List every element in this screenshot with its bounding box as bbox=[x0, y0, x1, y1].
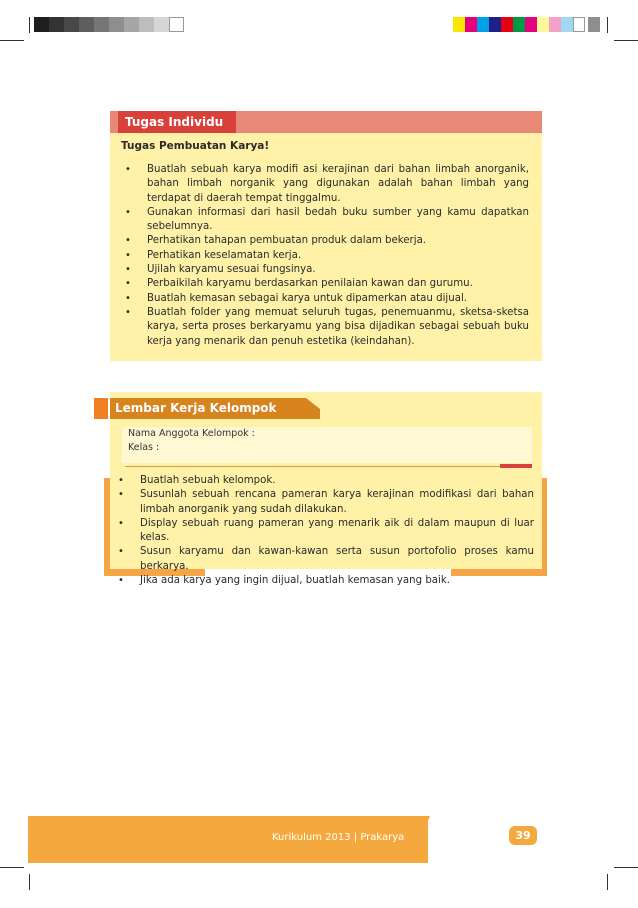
page-number: 39 bbox=[509, 826, 537, 845]
tugas-individu-heading: Tugas Individu bbox=[125, 115, 224, 129]
form-field-kelas: Kelas : bbox=[128, 442, 160, 453]
tugas-individu-list bbox=[120, 163, 529, 349]
list-item: • Buatlah sebuah kelompok. bbox=[113, 474, 534, 488]
form-divider bbox=[125, 466, 532, 467]
list-item: • Buatlah folder yang memuat seluruh tugas, penemuanmu, sketsa-sketsa karya, serta proses berkaryamu yang bisa dijadikan sebagai sebuah buku kerja yang menarik dan penuh estetika (keindahan). bbox=[120, 306, 529, 349]
list-item: • Jika ada karya yang ingin dijual, buatlah kemasan yang baik. bbox=[113, 574, 534, 588]
form-divider-accent bbox=[500, 464, 532, 468]
lembar-kerja-header-bar bbox=[110, 398, 320, 419]
lembar-kerja-header-corner bbox=[306, 398, 320, 409]
lembar-kerja-heading: Lembar Kerja Kelompok bbox=[115, 401, 277, 415]
form-field-nama-anggota: Nama Anggota Kelompok : bbox=[128, 428, 255, 439]
list-item: • Ujilah karyamu sesuai fungsinya. bbox=[120, 263, 529, 277]
lembar-kerja-list bbox=[113, 474, 534, 588]
lembar-kerja-header-accent bbox=[94, 398, 108, 419]
list-item: • Susun karyamu dan kawan-kawan serta susun portofolio proses kamu berkarya. bbox=[113, 545, 534, 574]
list-item: • Susunlah sebuah rencana pameran karya kerajinan modifikasi dari bahan limbah anorganik yang sudah dilakukan. bbox=[113, 488, 534, 517]
list-item: • Perhatikan tahapan pembuatan produk dalam bekerja. bbox=[120, 234, 529, 248]
list-item: • Buatlah kemasan sebagai karya untuk dipamerkan atau dijual. bbox=[120, 292, 529, 306]
footer-text: Kurikulum 2013 | Prakarya bbox=[272, 832, 405, 843]
list-item: • Gunakan informasi dari hasil bedah buku sumber yang kamu dapatkan sebelumnya. bbox=[120, 206, 529, 235]
list-item: • Buatlah sebuah karya modifi asi kerajinan dari bahan limbah anorganik, bahan limbah norganik yang digunakan adalah bahan limbah yang terdapat di daerah tempat tinggalmu. bbox=[120, 163, 529, 206]
lembar-kerja-form bbox=[122, 427, 532, 463]
tugas-individu-subtitle: Tugas Pembuatan Karya! bbox=[121, 140, 270, 152]
list-item: • Perbaikilah karyamu berdasarkan penilaian kawan dan gurumu. bbox=[120, 277, 529, 291]
tugas-individu-tab bbox=[118, 111, 236, 133]
list-item: • Perhatikan keselamatan kerja. bbox=[120, 249, 529, 263]
footer-bar-slant bbox=[410, 816, 430, 863]
list-item: • Display sebuah ruang pameran yang menarik aik di dalam maupun di luar kelas. bbox=[113, 517, 534, 546]
